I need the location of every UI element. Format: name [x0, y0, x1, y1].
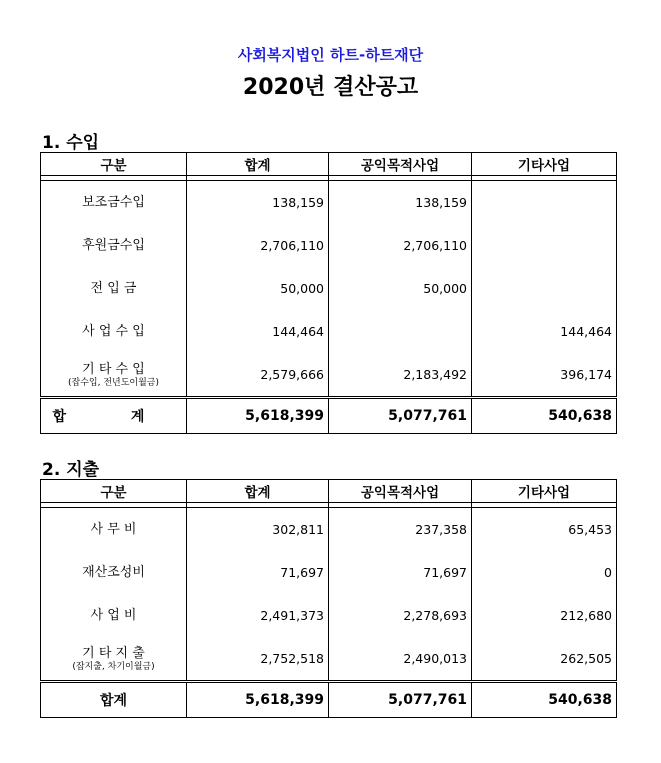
cell-public: 2,706,110	[329, 224, 472, 267]
column-header: 합계	[187, 480, 329, 503]
cell-public: 2,278,693	[329, 594, 472, 637]
cell-public: 71,697	[329, 551, 472, 594]
row-label-text: 기 타 지 출	[82, 645, 145, 661]
row-label	[41, 594, 187, 637]
table-row	[41, 551, 617, 594]
row-label-text: 사 업 비	[90, 607, 137, 623]
column-header: 기타사업	[472, 480, 617, 503]
table-row	[41, 310, 617, 353]
cell-total: 2,579,666	[187, 353, 329, 398]
table-row	[41, 353, 617, 398]
cell-other	[472, 181, 617, 225]
expense-section-title: 2. 지출	[42, 460, 100, 480]
cell-total: 50,000	[187, 267, 329, 310]
row-label	[41, 637, 187, 682]
row-label	[41, 551, 187, 594]
income-table	[40, 152, 617, 434]
cell-other: 65,453	[472, 508, 617, 552]
row-label-text: 사 무 비	[90, 521, 137, 537]
table-row	[41, 508, 617, 552]
total-other: 540,638	[472, 682, 617, 718]
table-row	[41, 594, 617, 637]
total-label: 합계	[41, 682, 187, 718]
cell-total: 302,811	[187, 508, 329, 552]
page-title: 2020년 결산공고	[242, 75, 419, 100]
cell-public: 138,159	[329, 181, 472, 225]
row-label-text: 보조금수입	[82, 194, 145, 210]
cell-other: 144,464	[472, 310, 617, 353]
cell-total: 144,464	[187, 310, 329, 353]
expense-header-row	[41, 480, 617, 503]
row-label-text: 재산조성비	[82, 564, 145, 580]
total-sum: 5,618,399	[187, 398, 329, 434]
row-label	[41, 508, 187, 552]
cell-public: 2,490,013	[329, 637, 472, 682]
income-header-row	[41, 153, 617, 176]
cell-public: 2,183,492	[329, 353, 472, 398]
cell-total: 71,697	[187, 551, 329, 594]
row-label	[41, 310, 187, 353]
row-label	[41, 224, 187, 267]
table-row	[41, 181, 617, 225]
row-label-note: (잡지출, 차기이월금)	[72, 661, 155, 672]
organization-name: 사회복지법인 하트-하트재단	[237, 46, 424, 64]
row-label-text: 후원금수입	[82, 237, 145, 253]
column-header: 구분	[41, 153, 187, 176]
row-label-text: 기 타 수 입	[82, 361, 145, 377]
column-header: 합계	[187, 153, 329, 176]
table-row	[41, 267, 617, 310]
row-label	[41, 353, 187, 398]
cell-total: 2,752,518	[187, 637, 329, 682]
expense-table	[40, 479, 617, 718]
row-label-text: 전 입 금	[90, 280, 137, 296]
table-row	[41, 637, 617, 682]
cell-total: 2,491,373	[187, 594, 329, 637]
total-public: 5,077,761	[329, 398, 472, 434]
total-other: 540,638	[472, 398, 617, 434]
row-label-text: 사 업 수 입	[82, 323, 145, 339]
cell-public: 237,358	[329, 508, 472, 552]
cell-total: 2,706,110	[187, 224, 329, 267]
cell-public	[329, 310, 472, 353]
cell-other: 212,680	[472, 594, 617, 637]
row-label	[41, 181, 187, 225]
row-label-note: (잡수입, 전년도이월금)	[68, 377, 159, 388]
cell-other: 396,174	[472, 353, 617, 398]
cell-other	[472, 224, 617, 267]
table-row	[41, 224, 617, 267]
row-label	[41, 267, 187, 310]
income-total-row	[41, 398, 617, 434]
total-public: 5,077,761	[329, 682, 472, 718]
column-header: 기타사업	[472, 153, 617, 176]
cell-other: 262,505	[472, 637, 617, 682]
column-header: 구분	[41, 480, 187, 503]
column-header: 공익목적사업	[329, 153, 472, 176]
cell-other	[472, 267, 617, 310]
income-section-title: 1. 수입	[42, 133, 100, 153]
total-label: 합 계	[41, 398, 187, 434]
column-header: 공익목적사업	[329, 480, 472, 503]
cell-total: 138,159	[187, 181, 329, 225]
cell-other: 0	[472, 551, 617, 594]
cell-public: 50,000	[329, 267, 472, 310]
total-sum: 5,618,399	[187, 682, 329, 718]
expense-total-row	[41, 682, 617, 718]
